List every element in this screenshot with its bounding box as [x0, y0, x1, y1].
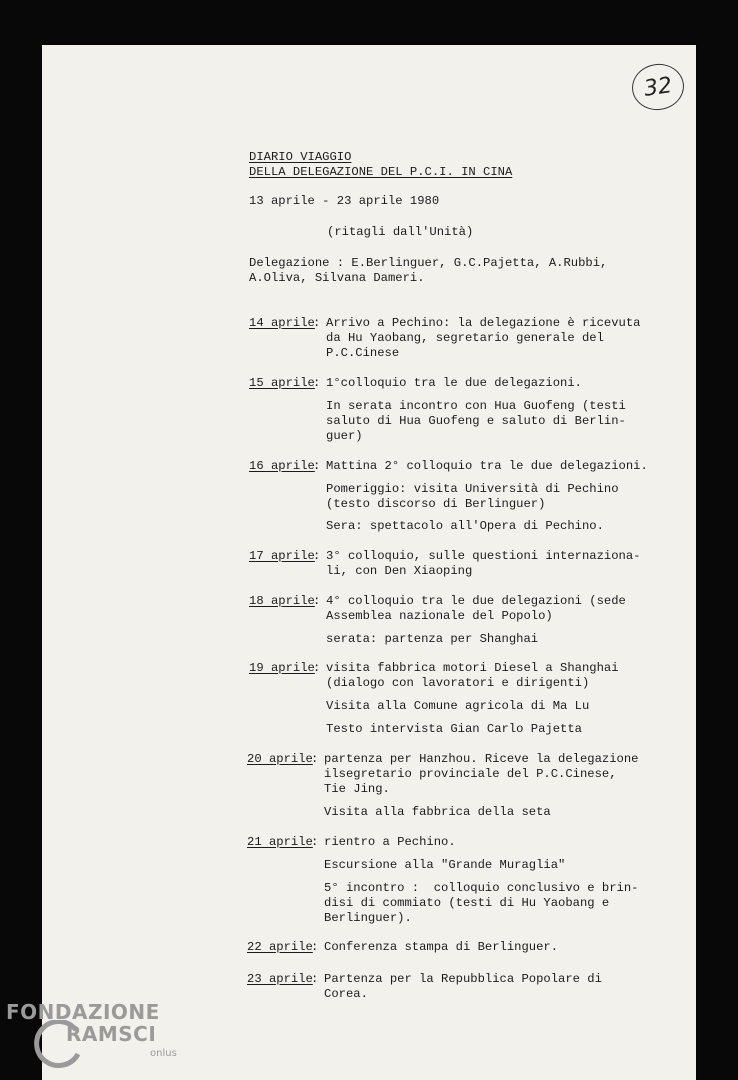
entry-text-line: 5° incontro : colloquio conclusivo e brin- — [324, 881, 639, 895]
entry-text-line: da Hu Yaobang, segretario generale del — [326, 331, 604, 345]
entry-text-line: (testo discorso di Berlinguer) — [326, 497, 546, 511]
entry-colon: : — [311, 940, 319, 954]
entry-text-line: Tie Jing. — [324, 782, 390, 796]
entry-colon: : — [313, 549, 321, 563]
entry-text-line: Sera: spettacolo all'Opera di Pechino. — [326, 519, 604, 533]
source-note: (ritagli dall'Unità) — [327, 225, 474, 239]
title-line-2: DELLA DELEGAZIONE DEL P.C.I. IN CINA — [249, 165, 513, 179]
delegation-line-2: A.Oliva, Silvana Dameri. — [249, 271, 425, 285]
entry-text-line: Pomeriggio: visita Università di Pechino — [326, 482, 619, 496]
page-number-stamp: 32 — [629, 61, 687, 114]
entry-text-line: disi di commiato (testi di Hu Yaobang e — [324, 896, 610, 910]
entry-text-line: partenza per Hanzhou. Riceve la delegazione — [324, 752, 639, 766]
entry-date: 23 aprile — [247, 972, 313, 986]
entry-text-line: 4° colloquio tra le due delegazioni (sede — [326, 594, 626, 608]
entry-text-line: 1°colloquio tra le due delegazioni. — [326, 376, 582, 390]
entry-colon: : — [311, 835, 319, 849]
entry-text-line: Berlinguer). — [324, 911, 412, 925]
entry-text-line: In serata incontro con Hua Guofeng (testi — [326, 399, 626, 413]
entry-text-line: Testo intervista Gian Carlo Pajetta — [326, 722, 582, 736]
delegation-line-1: Delegazione : E.Berlinguer, G.C.Pajetta, A.Rubbi, — [249, 256, 608, 270]
entry-date: 21 aprile — [247, 835, 313, 849]
entry-colon: : — [313, 376, 321, 390]
entry-text-line: ilsegretario provinciale del P.C.Cinese, — [324, 767, 617, 781]
entry-text-line: Corea. — [324, 987, 368, 1001]
logo-text-gramsci: RAMSCI — [66, 1022, 157, 1046]
entry-text-line: Escursione alla "Grande Muraglia" — [324, 858, 566, 872]
entry-colon: : — [313, 594, 321, 608]
entry-date: 20 aprile — [247, 752, 313, 766]
entry-colon: : — [311, 972, 319, 986]
entry-text-line: P.C.Cinese — [326, 346, 400, 360]
fondazione-gramsci-logo — [4, 1000, 194, 1076]
entry-text-line: serata: partenza per Shanghai — [326, 632, 539, 646]
entry-date: 14 aprile — [249, 316, 315, 330]
entry-text-line: Assemblea nazionale del Popolo) — [326, 609, 553, 623]
entry-text-line: Visita alla Comune agricola di Ma Lu — [326, 699, 590, 713]
entry-text-line: Arrivo a Pechino: la delegazione è ricevuta — [326, 316, 641, 330]
entry-text-line: guer) — [326, 429, 363, 443]
entry-date: 17 aprile — [249, 549, 315, 563]
entry-date: 19 aprile — [249, 661, 315, 675]
entry-text-line: Mattina 2° colloquio tra le due delegazioni. — [326, 459, 648, 473]
entry-text-line: rientro a Pechino. — [324, 835, 456, 849]
entry-colon: : — [311, 752, 319, 766]
entry-text-line: li, con Den Xiaoping — [326, 564, 473, 578]
entry-colon: : — [313, 316, 321, 330]
entry-date: 15 aprile — [249, 376, 315, 390]
entry-text-line: Visita alla fabbrica della seta — [324, 805, 551, 819]
entry-text-line: 3° colloquio, sulle questioni internaziona- — [326, 549, 641, 563]
entry-date: 18 aprile — [249, 594, 315, 608]
entry-colon: : — [313, 661, 321, 675]
entry-text-line: Conferenza stampa di Berlinguer. — [324, 940, 559, 954]
title-line-1: DIARIO VIAGGIO — [249, 150, 352, 164]
entry-text-line: (dialogo con lavoratori e dirigenti) — [326, 676, 590, 690]
trip-dates: 13 aprile - 23 aprile 1980 — [249, 194, 440, 208]
logo-text-fondazione: FONDAZIONE — [6, 1000, 160, 1024]
entry-text-line: saluto di Hua Guofeng e saluto di Berlin- — [326, 414, 626, 428]
entry-colon: : — [313, 459, 321, 473]
entry-text-line: Partenza per la Repubblica Popolare di — [324, 972, 602, 986]
entry-date: 22 aprile — [247, 940, 313, 954]
entry-date: 16 aprile — [249, 459, 315, 473]
logo-text-onlus: onlus — [150, 1048, 177, 1059]
entry-text-line: visita fabbrica motori Diesel a Shanghai — [326, 661, 619, 675]
